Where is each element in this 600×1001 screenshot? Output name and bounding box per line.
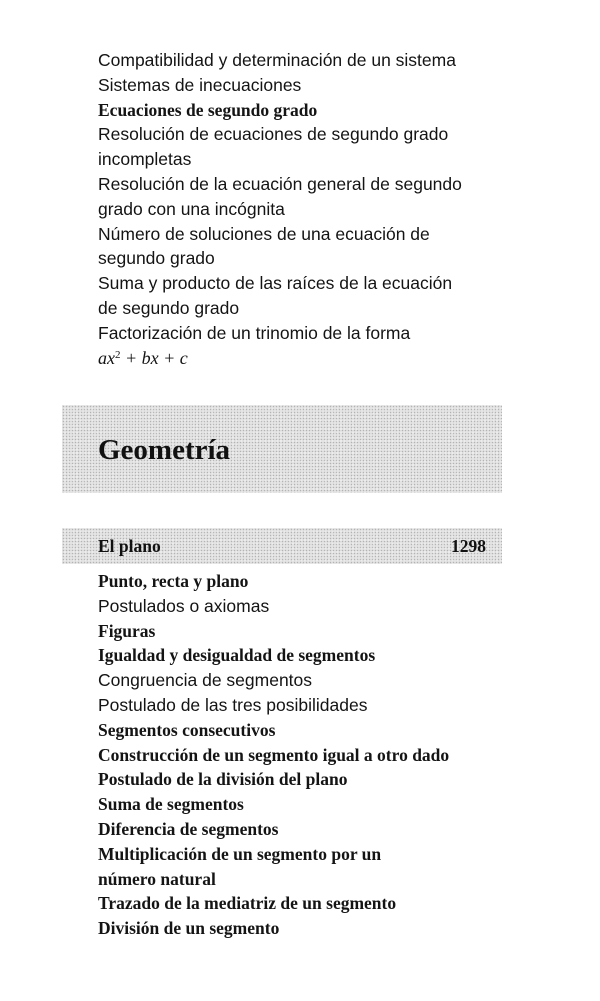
toc-entry: Factorización de un trinomio de la forma: [98, 322, 411, 343]
chapter-page-number: 1298: [451, 536, 486, 556]
toc-entry: Segmentos consecutivos: [98, 719, 276, 740]
toc-list-algebra: [98, 48, 508, 370]
formula-rest: + bx + c: [120, 347, 188, 368]
formula-exponent: 2: [115, 348, 121, 361]
toc-entry: Suma y producto de las raíces de la ecuación: [98, 273, 453, 294]
chapter-title: El plano: [98, 536, 161, 556]
toc-entry: Resolución de la ecuación general de segundo: [98, 173, 462, 194]
toc-entry: Postulados o axiomas: [98, 595, 270, 616]
section-title: Geometría: [98, 434, 231, 466]
toc-entry: Multiplicación de un segmento por un: [98, 843, 382, 864]
toc-entry: Figuras: [98, 620, 156, 641]
toc-heading: Ecuaciones de segundo grado: [98, 99, 318, 120]
toc-entry: de segundo grado: [98, 297, 240, 318]
toc-entry: Construcción de un segmento igual a otro dado: [98, 744, 450, 765]
toc-entry: incompletas: [98, 149, 192, 170]
toc-entry: Número de soluciones de una ecuación de: [98, 223, 430, 244]
toc-entry: Congruencia de segmentos: [98, 670, 313, 691]
toc-entry: Trazado de la mediatriz de un segmento: [98, 893, 397, 914]
toc-entry: Resolución de ecuaciones de segundo grado: [98, 124, 449, 145]
toc-entry: Punto, recta y plano: [98, 571, 249, 591]
toc-entry: División de un segmento: [98, 918, 280, 939]
chapter-header-band: [62, 528, 502, 564]
toc-list-geometry: [98, 569, 508, 941]
toc-entry: Sistemas de inecuaciones: [98, 74, 302, 95]
formula-base: ax: [98, 347, 115, 368]
trinomial-formula: [98, 346, 508, 371]
section-header-band: [62, 405, 502, 493]
toc-entry: segundo grado: [98, 248, 215, 269]
toc-entry: Igualdad y desigualdad de segmentos: [98, 645, 376, 666]
toc-entry: Postulado de las tres posibilidades: [98, 694, 368, 715]
toc-entry: número natural: [98, 868, 216, 889]
toc-entry: Suma de segmentos: [98, 794, 244, 815]
toc-entry: grado con una incógnita: [98, 198, 285, 219]
toc-entry: Diferencia de segmentos: [98, 818, 279, 839]
toc-entry: Compatibilidad y determinación de un sistema: [98, 50, 456, 70]
toc-entry: Postulado de la división del plano: [98, 769, 348, 790]
